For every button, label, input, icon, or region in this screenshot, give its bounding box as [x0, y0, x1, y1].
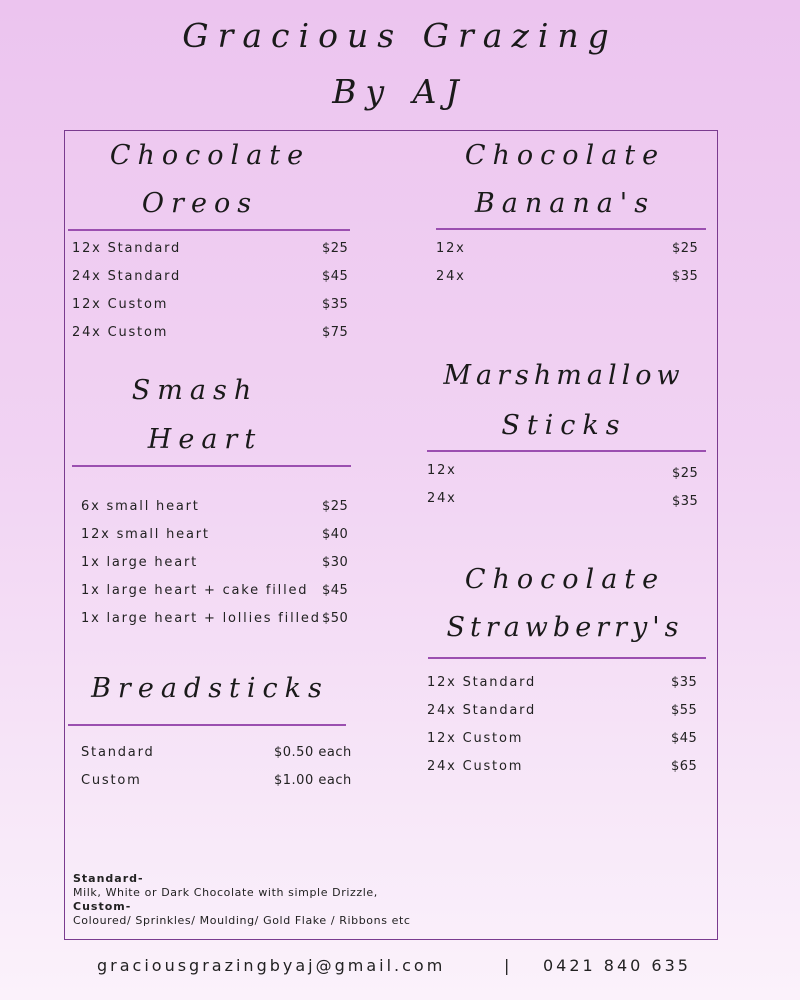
- footer-phone: 0421 840 635: [543, 956, 691, 975]
- section-title: Chocolate: [109, 140, 311, 171]
- menu-item-label: 24x Custom: [427, 759, 524, 774]
- brand-subtitle: By AJ: [332, 72, 468, 111]
- section-divider: [436, 228, 706, 230]
- section-title: Marshmallow: [443, 360, 685, 391]
- menu-item-label: 24x Custom: [72, 325, 169, 340]
- note-custom-label: Custom-: [73, 900, 132, 913]
- section-title: Banana's: [474, 188, 656, 219]
- section-divider: [428, 657, 706, 659]
- menu-item-label: 12x: [427, 463, 457, 478]
- menu-item-label: 1x large heart + cake filled: [81, 583, 309, 598]
- menu-item-price: $65: [671, 759, 698, 774]
- menu-item-label: 24x Standard: [72, 269, 182, 284]
- menu-item-label: 12x Standard: [427, 675, 537, 690]
- menu-item-label: 24x: [427, 491, 457, 506]
- menu-item-label: Custom: [81, 773, 142, 788]
- menu-item-label: 1x large heart: [81, 555, 199, 570]
- menu-item-price: $35: [672, 494, 699, 509]
- menu-item-price: $45: [322, 583, 349, 598]
- menu-item-label: 1x large heart + lollies filled: [81, 611, 321, 626]
- menu-item-label: 24x Standard: [427, 703, 537, 718]
- section-title: Strawberry's: [446, 612, 684, 643]
- menu-item-price: $75: [322, 325, 349, 340]
- menu-item-label: 12x Custom: [72, 297, 169, 312]
- note-custom-text: Coloured/ Sprinkles/ Moulding/ Gold Flake / Ribbons etc: [73, 914, 411, 927]
- section-divider: [72, 465, 351, 467]
- menu-item-label: 12x: [436, 241, 466, 256]
- menu-item-label: 12x small heart: [81, 527, 210, 542]
- note-standard-label: Standard-: [73, 872, 144, 885]
- menu-item-label: 24x: [436, 269, 466, 284]
- section-title: Heart: [147, 424, 263, 455]
- menu-item-price: $25: [322, 499, 349, 514]
- menu-item-price: $35: [672, 269, 699, 284]
- menu-item-label: 12x Custom: [427, 731, 524, 746]
- menu-item-price: $0.50 each: [274, 745, 352, 760]
- brand-title: Gracious Grazing: [182, 16, 618, 55]
- menu-item-price: $25: [322, 241, 349, 256]
- menu-item-label: Standard: [81, 745, 155, 760]
- section-title: Sticks: [501, 410, 627, 441]
- menu-item-price: $25: [672, 241, 699, 256]
- section-title: Chocolate: [464, 140, 666, 171]
- section-divider: [68, 724, 346, 726]
- menu-item-price: $40: [322, 527, 349, 542]
- menu-item-label: 12x Standard: [72, 241, 182, 256]
- menu-item-price: $55: [671, 703, 698, 718]
- section-title: Oreos: [141, 188, 259, 219]
- menu-item-price: $35: [671, 675, 698, 690]
- section-title: Chocolate: [464, 564, 666, 595]
- section-divider: [68, 229, 350, 231]
- menu-item-label: 6x small heart: [81, 499, 200, 514]
- note-standard-text: Milk, White or Dark Chocolate with simple Drizzle,: [73, 886, 378, 899]
- menu-item-price: $25: [672, 466, 699, 481]
- footer-separator: |: [504, 956, 513, 975]
- footer-email: graciousgrazingbyaj@gmail.com: [97, 956, 446, 975]
- menu-item-price: $45: [671, 731, 698, 746]
- menu-item-price: $1.00 each: [274, 773, 352, 788]
- menu-item-price: $30: [322, 555, 349, 570]
- menu-item-price: $35: [322, 297, 349, 312]
- section-divider: [427, 450, 706, 452]
- section-title: Smash: [131, 375, 259, 406]
- menu-item-price: $45: [322, 269, 349, 284]
- section-title: Breadsticks: [91, 673, 329, 704]
- menu-item-price: $50: [322, 611, 349, 626]
